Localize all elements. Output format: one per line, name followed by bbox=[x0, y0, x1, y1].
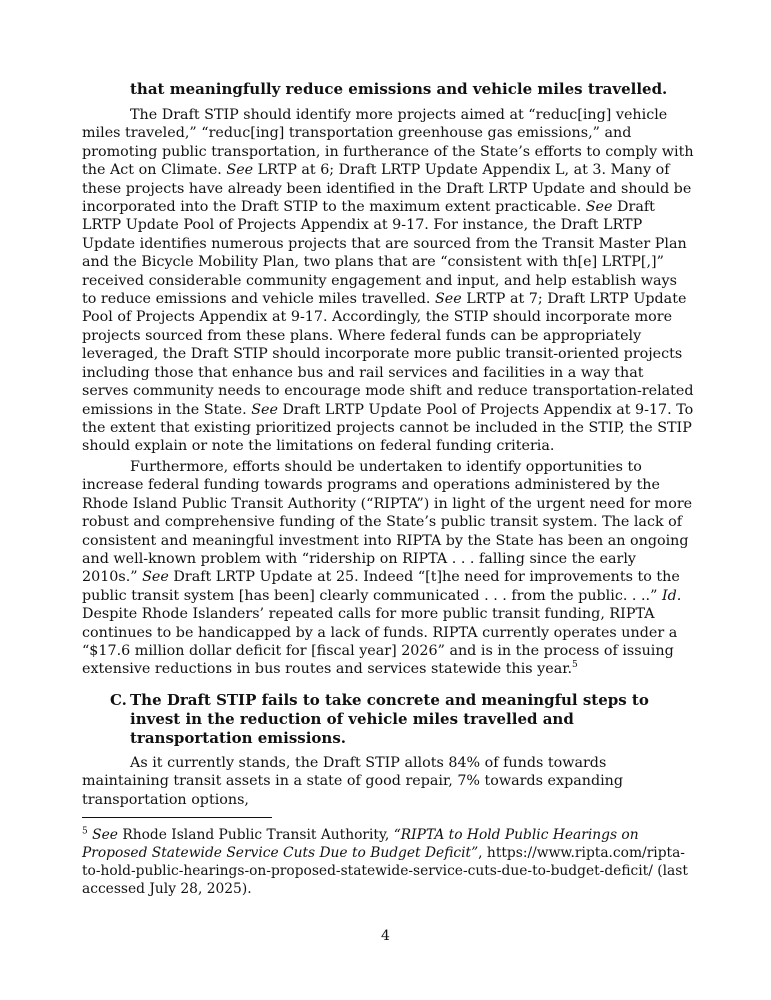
p2-text-3: Despite Rhode Islanders’ repeated calls for more public transit funding, RIPTA continues to be handicapped by a lack of funds. RIPTA currently operates under a “$17.6 million dollar deficit for [fiscal year] 2026” and is in the process of issuing extensive reductions in bus routes and services statewide this year. bbox=[82, 606, 678, 678]
p1-text-2: LRTP at 6; Draft LRTP Update Appendix L, at 3. Many of these projects have already been identified in the Draft LRTP Update and should be incorporated into the Draft STIP to the maximum extent practicable. bbox=[82, 162, 692, 216]
p1-text-4: LRTP at 7; Draft LRTP Update Pool of Projects Appendix at 9-17. Accordingly, the STIP should incorporate more projects sourced from these plans. Where federal funds can be appropriately leveraged, the Draft STIP should incorporate more public transit-oriented projects including those that enhance bus and rail services and facilities in a way that serves community needs to encourage mode shift and reduce transportation-related emissions in the State. bbox=[82, 291, 694, 418]
p3-text: As it currently stands, the Draft STIP allots 84% of funds towards maintaining transit assets in a state of good repair, 7% towards expanding transportation options, bbox=[82, 755, 624, 808]
p1-see-4: See bbox=[251, 401, 278, 418]
p1-see-1: See bbox=[226, 162, 254, 179]
section-c-heading bbox=[82, 691, 682, 748]
paragraph-2 bbox=[82, 458, 694, 679]
section-c-letter: C. bbox=[110, 691, 127, 709]
footnote-separator bbox=[82, 817, 272, 818]
footnote-reference[interactable]: 5 bbox=[572, 660, 578, 671]
footnote-url[interactable]: , https://www.ripta.com/ripta-to-hold-public-hearings-on-proposed-statewide-service-cuts-due-to-budget-deficit/ (last accessed July 28, 2025). bbox=[82, 845, 688, 897]
p1-text-5: Draft LRTP Update Pool of Projects Appendix at 9-17. To the extent that existing prioritized projects cannot be included in the STIP, the STIP should explain or note the limitations on federal funding criteria. bbox=[82, 401, 694, 455]
p1-text-1: The Draft STIP should identify more projects aimed at “reduc[ing] vehicle miles traveled,” “reduc[ing] transportation greenhouse gas emissions,” and promoting public transportation, in furtherance of the State’s efforts to comply with the Act on Climate. bbox=[82, 107, 694, 179]
p1-text-3: Draft LRTP Update Pool of Projects Appendix at 9-17. For instance, the Draft LRTP Update identifies numerous projects that are sourced from the Transit Master Plan and the Bicycle Mobility Plan, two plans that are “consistent with th[e] LRTP[,]” received considerable community engagement and input, and help establish ways to reduce emissions and vehicle miles travelled. bbox=[82, 199, 687, 308]
footnote-number: 5 bbox=[82, 826, 88, 837]
footnote-5 bbox=[82, 826, 694, 898]
paragraph-1 bbox=[82, 106, 694, 456]
footnote-title: “RIPTA to Hold Public Hearings on Proposed Statewide Service Cuts Due to Budget Deficit” bbox=[82, 827, 639, 861]
p2-see-1: See bbox=[142, 569, 169, 586]
p1-see-2: See bbox=[585, 199, 613, 216]
section-heading-continuation: that meaningfully reduce emissions and vehicle miles travelled. bbox=[130, 80, 668, 98]
page-number: 4 bbox=[381, 928, 390, 944]
paragraph-3 bbox=[82, 754, 694, 809]
p2-text-2: Draft LRTP Update at 25. Indeed “[t]he need for improvements to the public transit system [has been] clearly communicated . . . from the public. . ..” bbox=[82, 569, 680, 604]
footnote-see: See bbox=[92, 827, 118, 843]
p1-see-3: See bbox=[434, 291, 462, 308]
section-c-title: The Draft STIP fails to take concrete and meaningful steps to invest in the reduction of vehicle miles travelled and transportation emissions. bbox=[130, 691, 649, 747]
footnote-org: Rhode Island Public Transit Authority, bbox=[122, 827, 390, 843]
p2-text-1: Furthermore, efforts should be undertaken to identify opportunities to increase federal funding towards programs and operations administered by the Rhode Island Public Transit Authority (“RIPTA”) in light of the urgent need for more robust and comprehensive funding of the State’s public transit system. The lack of consistent and meaningful investment into RIPTA by the State has been an ongoing and well-known problem with “ridership on RIPTA . . . falling since the early 2010s.” bbox=[82, 459, 693, 586]
p2-id-citation: Id. bbox=[661, 587, 682, 604]
